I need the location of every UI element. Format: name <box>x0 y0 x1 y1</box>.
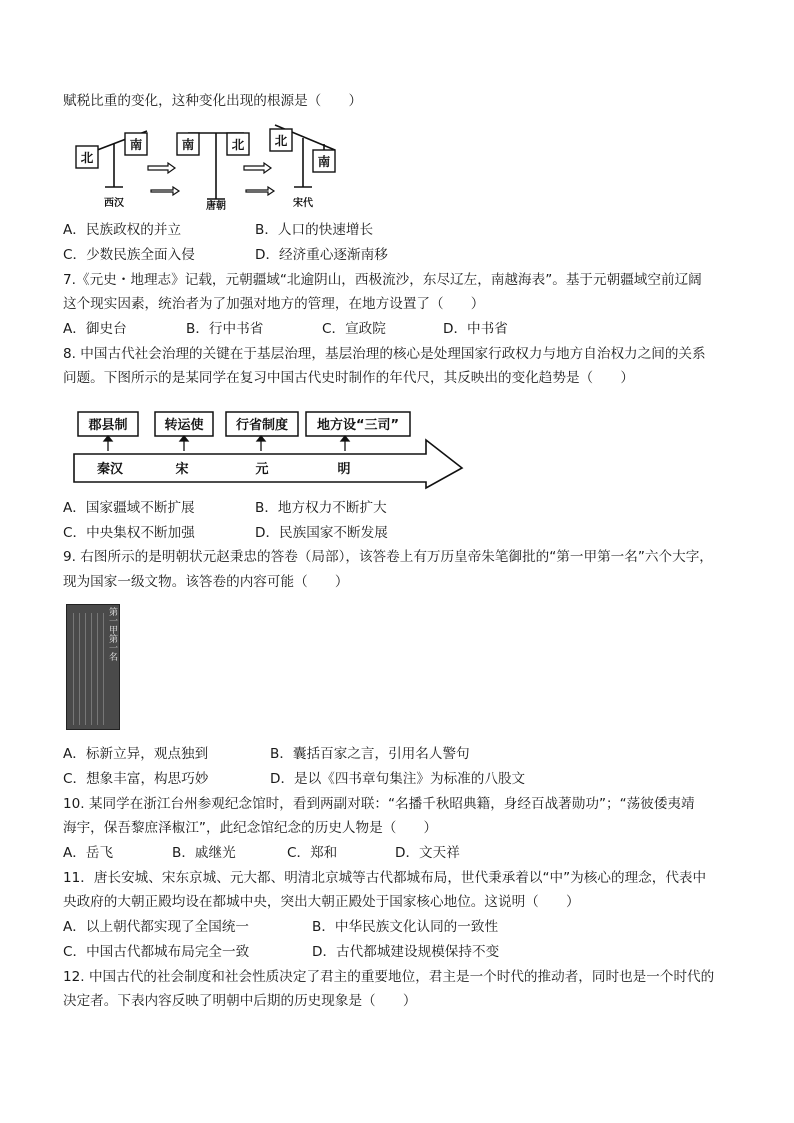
box-label-junxian: 郡县制 <box>88 418 128 433</box>
question-12-stem-line1: 12. 中国古代的社会制度和社会性质决定了君主的重要地位，君主是一个时代的推动者，同时也是一个时代的 <box>63 969 715 985</box>
q11-option-a[interactable]: A．以上朝代都实现了全国统一 <box>63 919 250 935</box>
era-label-yuan: 元 <box>255 462 269 477</box>
q9-option-b[interactable]: B．囊括百家之言，引用名人警句 <box>270 746 470 762</box>
north-label: 北 <box>231 137 245 152</box>
box-label-zhuanyunshi: 转运使 <box>164 418 204 433</box>
q7-option-b[interactable]: B．行中书省 <box>186 321 264 337</box>
question-11-stem-line2: 央政府的大朝正殿均设在都城中央，突出大朝正殿处于国家核心地位。这说明（ ） <box>63 894 580 910</box>
exam-scroll-image <box>66 604 120 730</box>
q10-option-b[interactable]: B．戚继光 <box>172 845 236 861</box>
q6-option-a[interactable]: A．民族政权的并立 <box>63 222 182 238</box>
q8-option-a[interactable]: A．国家疆域不断扩展 <box>63 500 195 516</box>
question-12-stem-line2: 决定者。下表内容反映了明朝中后期的历史现象是（ ） <box>63 993 417 1009</box>
q7-option-c[interactable]: C．宣政院 <box>322 321 386 337</box>
south-label: 南 <box>181 137 195 152</box>
north-label: 北 <box>80 150 94 165</box>
q9-option-a[interactable]: A．标新立异，观点独到 <box>63 746 209 762</box>
question-10-stem-line1: 10. 某同学在浙江台州参观纪念馆时，看到两副对联：“名播千秋昭典籍，身经百战著勋功”；“荡彼倭夷靖 <box>63 796 695 812</box>
period-label-song: 宋代 <box>293 198 313 209</box>
box-label-xingsheng: 行省制度 <box>235 418 289 433</box>
era-label-ming: 明 <box>337 462 351 477</box>
q10-option-a[interactable]: A．岳飞 <box>63 845 114 861</box>
period-label-tang: 唐朝 <box>206 201 226 212</box>
q8-option-d[interactable]: D．民族国家不断发展 <box>255 525 388 541</box>
era-label-song: 宋 <box>175 462 189 477</box>
q9-option-c[interactable]: C．想象丰富，构思巧妙 <box>63 771 209 787</box>
south-label: 南 <box>317 154 331 169</box>
q11-option-d[interactable]: D．古代都城建设规模保持不变 <box>312 944 500 960</box>
era-label-qinhan: 秦汉 <box>96 462 124 477</box>
north-label: 北 <box>274 133 288 148</box>
question-7-stem-line2: 这个现实因素，统治者为了加强对地方的管理，在地方设置了（ ） <box>63 296 485 312</box>
q7-option-a[interactable]: A．御史台 <box>63 321 127 337</box>
question-8-stem-line2: 问题。下图所示的是某同学在复习中国古代史时制作的年代尺，其反映出的变化趋势是（ ） <box>63 370 634 386</box>
exam-scroll-title: 第一甲第一名 <box>107 607 117 661</box>
q7-option-d[interactable]: D．中书省 <box>443 321 508 337</box>
q11-option-b[interactable]: B．中华民族文化认同的一致性 <box>312 919 499 935</box>
question-6-stem: 赋税比重的变化，这种变化出现的根源是（ ） <box>63 93 363 109</box>
question-10-stem-line2: 海宇，保吾黎庶泽椒江”，此纪念馆纪念的历史人物是（ ） <box>63 820 438 836</box>
q6-option-c[interactable]: C．少数民族全面入侵 <box>63 247 195 263</box>
timeline-figure <box>70 408 470 492</box>
q11-option-c[interactable]: C．中国古代都城布局完全一致 <box>63 944 250 960</box>
period-label-xihan: 西汉 <box>104 198 124 209</box>
q9-option-d[interactable]: D．是以《四书章句集注》为标准的八股文 <box>270 771 526 787</box>
south-label: 南 <box>129 137 143 152</box>
question-7-stem-line1: 7.《元史・地理志》记载，元朝疆域“北逾阴山，西极流沙，东尽辽左，南越海表”。基于元朝疆域空前辽阔 <box>63 272 702 288</box>
question-8-stem-line1: 8. 中国古代社会治理的关键在于基层治理，基层治理的核心是处理国家行政权力与地方自治权力之间的关系 <box>63 346 706 362</box>
question-9-stem-line2: 现为国家一级文物。该答卷的内容可能（ ） <box>63 574 349 590</box>
q6-option-b[interactable]: B．人口的快速增长 <box>255 222 374 238</box>
box-label-sansi: 地方设“三司” <box>316 418 400 433</box>
q8-option-c[interactable]: C．中央集权不断加强 <box>63 525 195 541</box>
balance-scale-figure <box>63 116 373 214</box>
question-9-stem-line1: 9. 右图所示的是明朝状元赵秉忠的答卷（局部），该答卷上有万历皇帝朱笔御批的“第一甲第一名”六个大字， <box>63 549 713 565</box>
question-11-stem-line1: 11．唐长安城、宋东京城、元大都、明清北京城等古代都城布局，世代秉承着以“中”为核心的理念，代表中 <box>63 870 707 886</box>
q10-option-d[interactable]: D．文天祥 <box>395 845 460 861</box>
q10-option-c[interactable]: C．郑和 <box>287 845 338 861</box>
q6-option-d[interactable]: D．经济重心逐渐南移 <box>255 247 388 263</box>
q8-option-b[interactable]: B．地方权力不断扩大 <box>255 500 387 516</box>
